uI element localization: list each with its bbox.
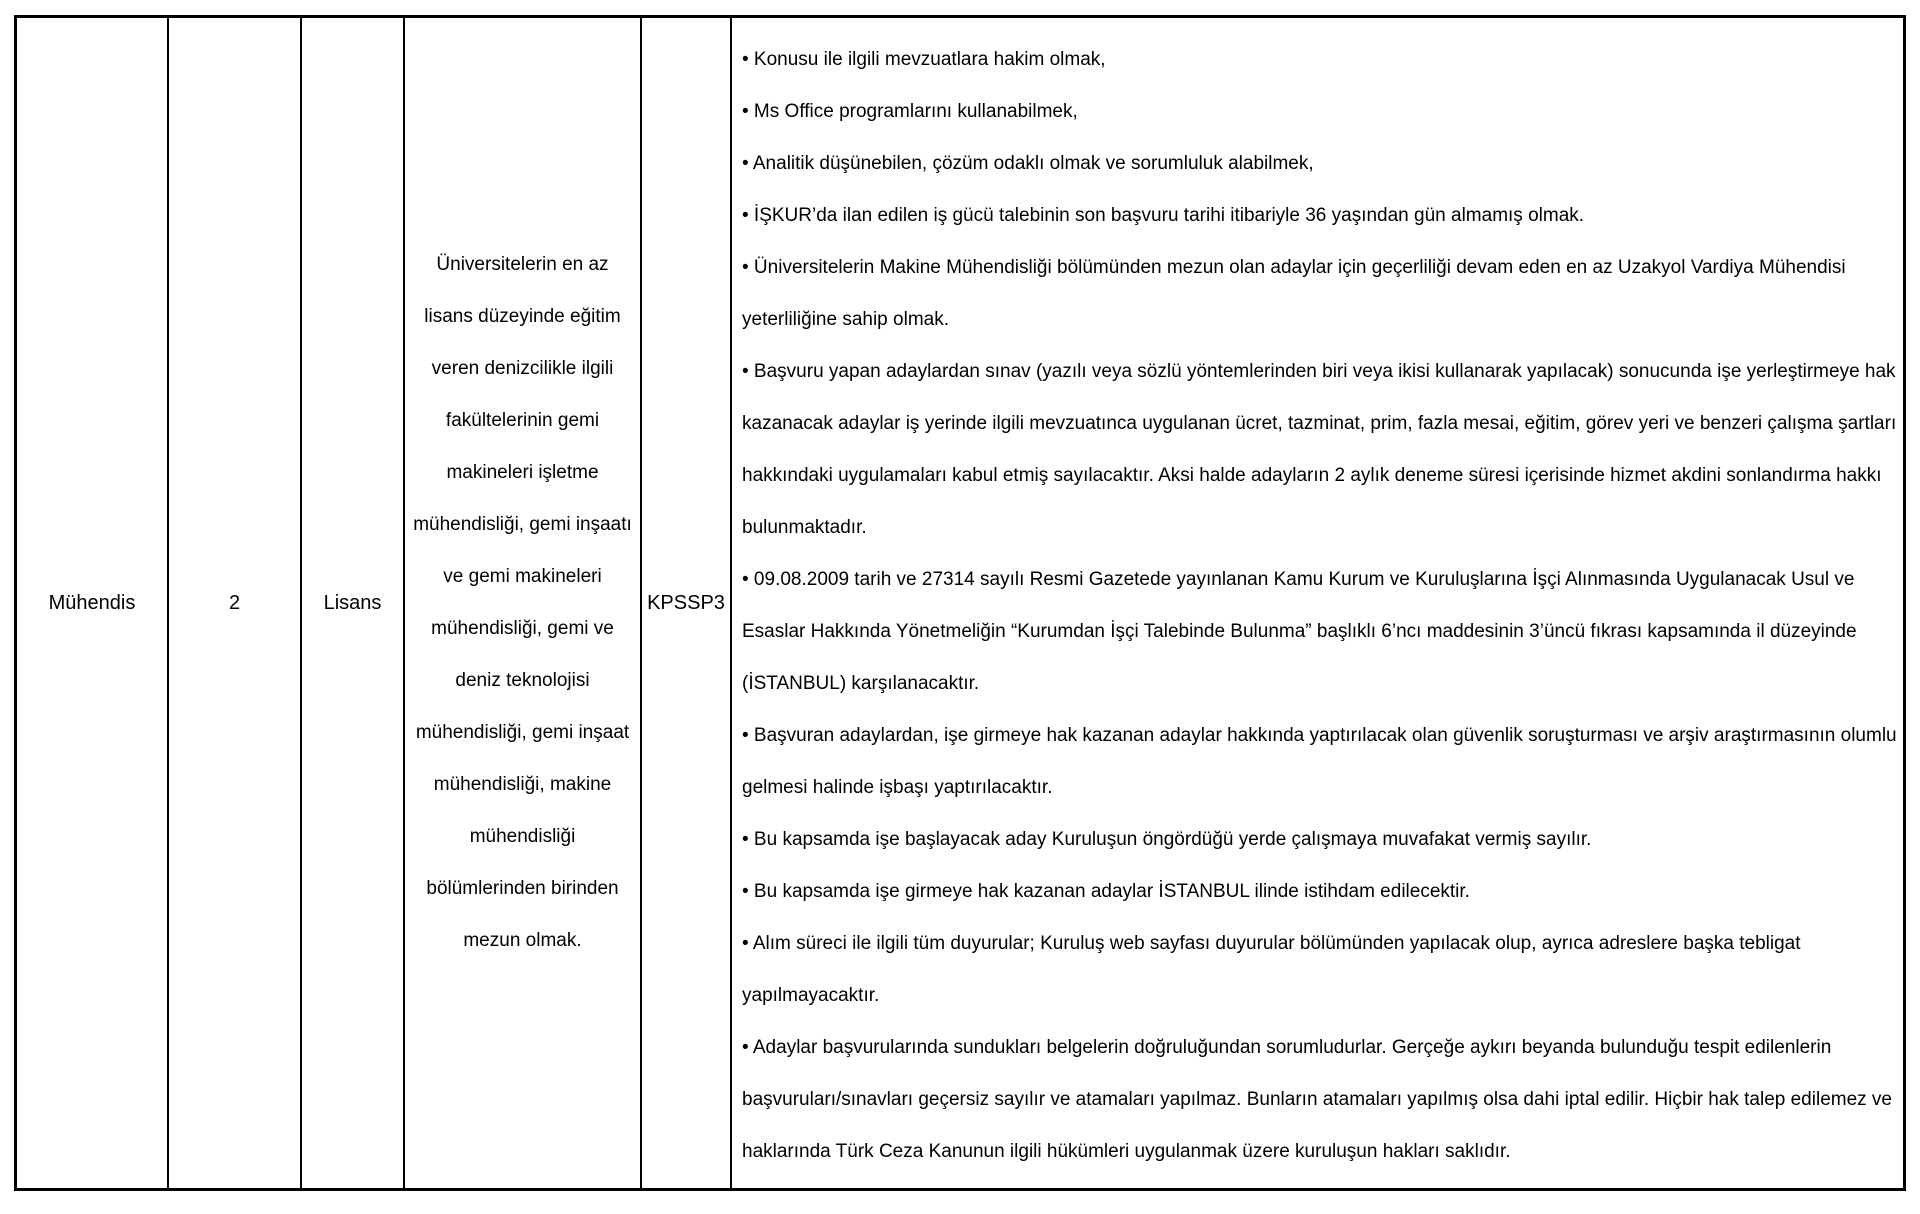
text-line: mühendisliği — [469, 826, 576, 847]
exam-score-type: KPSSP3 — [647, 591, 725, 614]
text-line: • Ms Office programlarını kullanabilmek, — [742, 101, 1078, 122]
text-line: deniz teknolojisi — [455, 670, 590, 691]
text-line: ve gemi makineleri — [443, 566, 602, 587]
text-line: • Analitik düşünebilen, çözüm odaklı olmak ve sorumluluk alabilmek, — [742, 153, 1314, 174]
qualification-cell — [405, 18, 642, 1188]
text-line: mühendisliği, gemi ve — [431, 618, 614, 639]
quota-cell — [169, 18, 302, 1188]
text-line: • Başvuran adaylardan, işe girmeye hak kazanan adaylar hakkında yaptırılacak olan güvenlik soruşturması ve arşiv araştırmasının olumlu — [742, 725, 1897, 746]
position-title: Mühendis — [48, 591, 136, 614]
position-cell — [17, 18, 169, 1188]
text-line: • İŞKUR’da ilan edilen iş gücü talebinin son başvuru tarihi itibariyle 36 yaşından gün almamış olmak. — [742, 205, 1585, 226]
text-line: mezun olmak. — [463, 930, 582, 951]
text-line: (İSTANBUL) karşılanacaktır. — [742, 673, 980, 694]
text-line: mühendisliği, makine — [433, 774, 612, 795]
text-line: başvuruları/sınavları geçersiz sayılır ve atamaları yapılmaz. Bunların atamaları yapılmış olsa dahi iptal edilir. Hiçbir hak talep edilemez ve — [742, 1089, 1893, 1110]
text-line: makineleri işletme — [446, 462, 599, 483]
job-posting-table — [14, 15, 1906, 1191]
text-line: mühendisliği, gemi inşaat — [415, 722, 630, 743]
text-line: lisans düzeyinde eğitim — [424, 306, 621, 327]
text-line: fakültelerinin gemi — [445, 410, 600, 431]
text-line: kazanacak adaylar iş yerinde ilgili mevzuatınca uygulanan ücret, tazminat, prim, fazla mesai, eğitim, görev yeri ve benzeri çalışma şartları — [742, 413, 1897, 434]
text-line: Üniversitelerin en az — [436, 254, 609, 275]
text-line: haklarında Türk Ceza Kanunun ilgili hükümleri uygulanmak üzere kuruluşun hakları saklıdır. — [742, 1141, 1511, 1162]
education-level-value: Lisans — [323, 591, 382, 614]
text-line: • Adaylar başvurularında sundukları belgelerin doğruluğundan sorumludurlar. Gerçeğe aykırı beyanda bulunduğu tespit edilenlerin — [742, 1037, 1832, 1058]
text-line: • Bu kapsamda işe girmeye hak kazanan adaylar İSTANBUL ilinde istihdam edilecektir. — [742, 881, 1470, 902]
education-level-cell — [302, 18, 405, 1188]
text-line: yeterliliğine sahip olmak. — [742, 309, 949, 330]
text-line: mühendisliği, gemi inşaatı — [413, 514, 632, 535]
text-line: bölümlerinden birinden — [426, 878, 619, 899]
text-line: yapılmayacaktır. — [742, 985, 880, 1006]
text-line: hakkındaki uygulamaları kabul etmiş sayılacaktır. Aksi halde adayların 2 aylık deneme süresi içerisinde hizmet akdini sonlandırma hakkı — [742, 465, 1882, 486]
text-line: Esaslar Hakkında Yönetmeliğin “Kurumdan İşçi Talebinde Bulunma” başlıklı 6’ncı maddesinin 3’üncü fıkrası kapsamında il düzeyinde — [742, 621, 1857, 642]
text-line: • Bu kapsamda işe başlayacak aday Kuruluşun öngördüğü yerde çalışmaya muvafakat vermiş sayılır. — [742, 829, 1592, 850]
text-line: gelmesi halinde işbaşı yaptırılacaktır. — [742, 777, 1053, 798]
text-line: veren denizcilikle ilgili — [431, 358, 614, 379]
text-line: • Konusu ile ilgili mevzuatlara hakim olmak, — [742, 49, 1106, 70]
text-line: • 09.08.2009 tarih ve 27314 sayılı Resmi Gazetede yayınlanan Kamu Kurum ve Kuruluşlarına İşçi Alınmasında Uygulanacak Usul ve — [742, 569, 1855, 590]
text-line: • Üniversitelerin Makine Mühendisliği bölümünden mezun olan adaylar için geçerliliği devam eden en az Uzakyol Vardiya Mühendisi — [742, 257, 1846, 278]
quota-value: 2 — [228, 591, 241, 614]
text-line: bulunmaktadır. — [742, 517, 867, 538]
text-line: • Alım süreci ile ilgili tüm duyurular; Kuruluş web sayfası duyurular bölümünden yapılacak olup, ayrıca adreslere başka tebligat — [742, 933, 1801, 954]
text-line: • Başvuru yapan adaylardan sınav (yazılı veya sözlü yöntemlerinden biri veya ikisi kullanarak yapılacak) sonucunda işe yerleştirmeye hak — [742, 361, 1896, 382]
requirements-cell — [732, 18, 1903, 1188]
exam-score-cell — [642, 18, 732, 1188]
